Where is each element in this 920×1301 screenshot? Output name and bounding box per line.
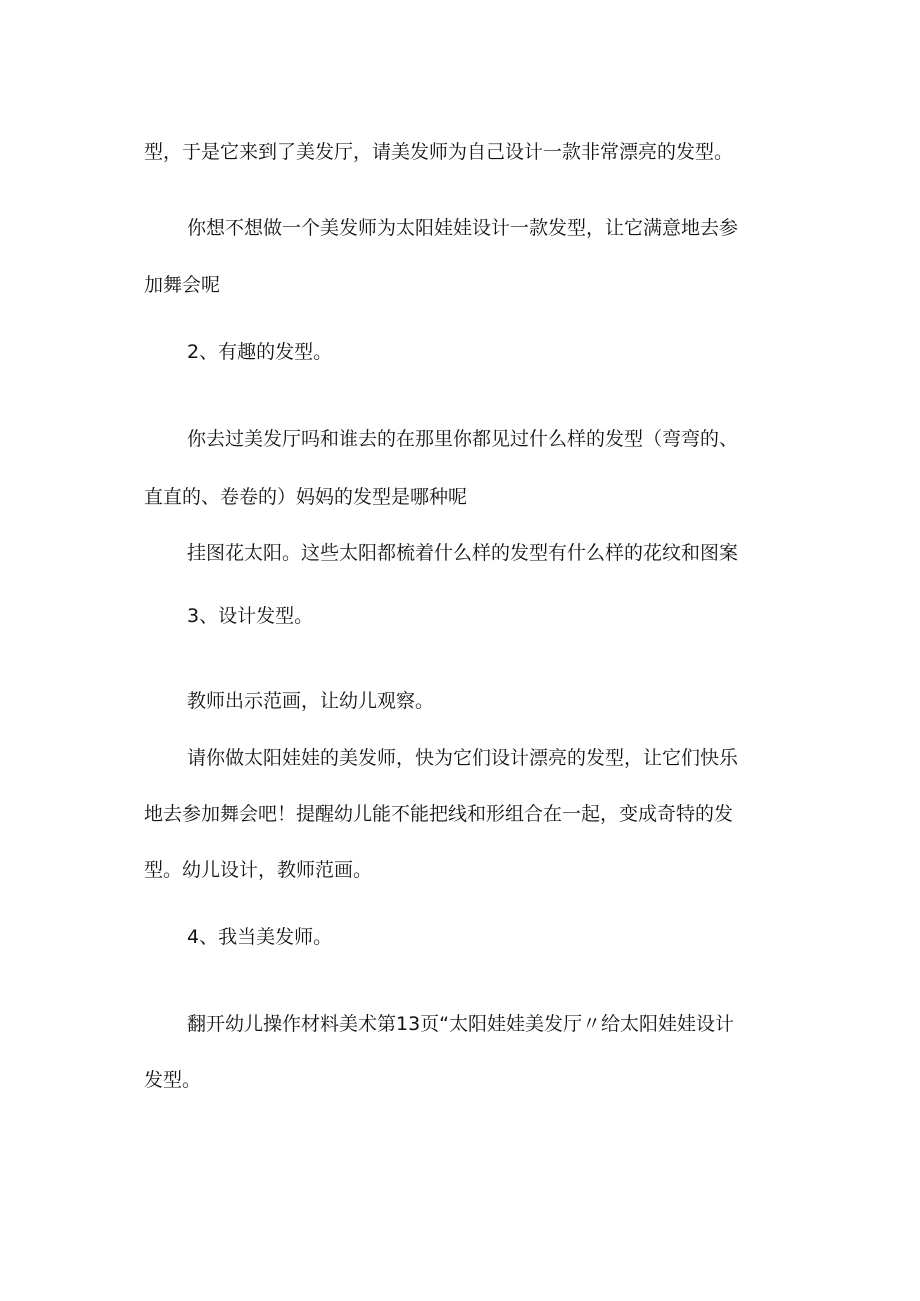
paragraph-line: 翻开幼儿操作材料美术第13页“太阳娃娃美发厅〃给太阳娃娃设计 <box>187 1013 735 1035</box>
section-heading: 3、设计发型。 <box>187 605 314 627</box>
paragraph-line: 请你做太阳娃娃的美发师，快为它们设计漂亮的发型，让它们快乐 <box>187 747 739 769</box>
paragraph-line: 你想不想做一个美发师为太阳娃娃设计一款发型，让它满意地去参 <box>187 217 739 239</box>
section-heading: 4、我当美发师。 <box>187 926 333 948</box>
paragraph-line: 挂图花太阳。这些太阳都梳着什么样的发型有什么样的花纹和图案 <box>187 542 739 564</box>
paragraph-line: 你去过美发厅吗和谁去的在那里你都见过什么样的发型（弯弯的、 <box>187 428 739 450</box>
paragraph-line: 发型。 <box>144 1069 202 1091</box>
paragraph-line: 型，于是它来到了美发厅，请美发师为自己设计一款非常漂亮的发型。 <box>144 141 734 163</box>
paragraph-line: 直直的、卷卷的）妈妈的发型是哪种呢 <box>144 486 468 508</box>
paragraph-line: 教师出示范画，让幼儿观察。 <box>187 690 435 712</box>
section-heading: 2、有趣的发型。 <box>187 341 333 363</box>
paragraph-line: 型。幼儿设计，教师范画。 <box>144 859 373 881</box>
paragraph-line: 地去参加舞会吧！提醒幼儿能不能把线和形组合在一起，变成奇特的发 <box>144 803 734 825</box>
paragraph-line: 加舞会呢 <box>144 274 221 296</box>
